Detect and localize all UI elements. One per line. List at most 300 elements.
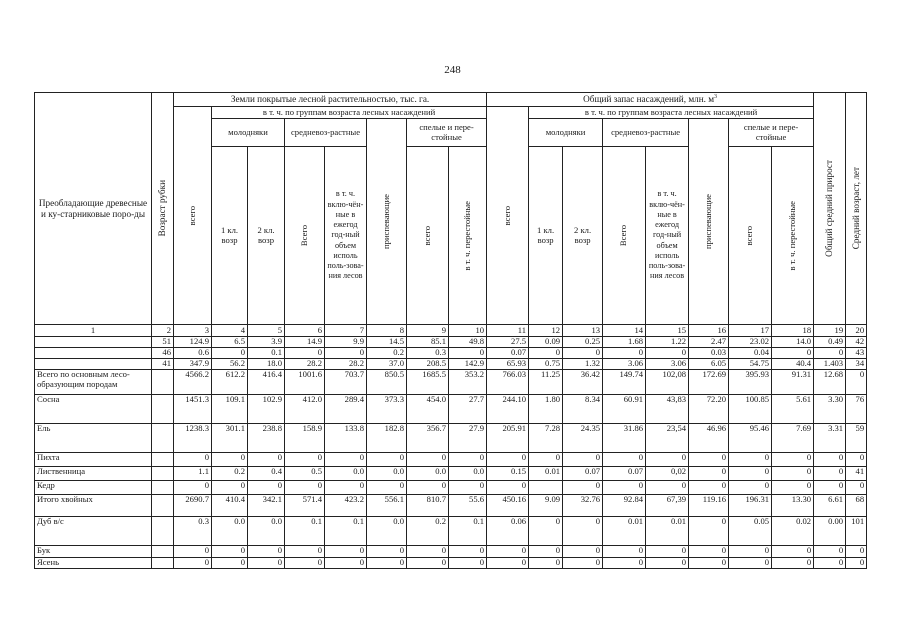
value-cell: 0 xyxy=(814,546,846,558)
value-cell: 3.06 xyxy=(646,359,689,370)
value-cell: 23.02 xyxy=(729,337,772,348)
value-cell: 0.05 xyxy=(729,517,772,546)
value-cell: 0 xyxy=(689,546,729,558)
species-name: Итого хвойных xyxy=(35,495,152,517)
value-cell: 14.0 xyxy=(772,337,814,348)
value-cell: 55.6 xyxy=(449,495,487,517)
table-row xyxy=(35,517,867,546)
value-cell: 28.2 xyxy=(285,359,325,370)
value-cell: 412.0 xyxy=(285,395,325,424)
value-cell: 850.5 xyxy=(367,370,407,395)
value-cell: 0 xyxy=(689,453,729,467)
header-area-class1: 1 кл. возр xyxy=(212,147,248,325)
cut-age-cell: 41 xyxy=(152,359,174,370)
value-cell: 158.9 xyxy=(285,424,325,453)
value-cell: 0 xyxy=(814,348,846,359)
value-cell: 0 xyxy=(174,453,212,467)
value-cell: 0 xyxy=(407,546,449,558)
column-number: 15 xyxy=(646,325,689,337)
value-cell: 0 xyxy=(772,348,814,359)
value-cell: 37.0 xyxy=(367,359,407,370)
value-cell: 6.61 xyxy=(814,495,846,517)
value-cell: 810.7 xyxy=(407,495,449,517)
header-area-middle: средневоз-растные xyxy=(285,119,367,147)
value-cell: 27.5 xyxy=(487,337,529,348)
value-cell: 76 xyxy=(846,395,867,424)
value-cell: 1685.5 xyxy=(407,370,449,395)
value-cell: 0.04 xyxy=(729,348,772,359)
value-cell: 0 xyxy=(814,467,846,481)
table-row xyxy=(35,348,867,359)
header-area-overmature: в т. ч. перестойные xyxy=(449,147,487,325)
column-number: 18 xyxy=(772,325,814,337)
value-cell: 0 xyxy=(603,558,646,569)
value-cell: 60.91 xyxy=(603,395,646,424)
value-cell: 0 xyxy=(689,517,729,546)
value-cell: 102.9 xyxy=(248,395,285,424)
value-cell: 0 xyxy=(529,348,563,359)
value-cell: 0 xyxy=(212,453,248,467)
value-cell: 0.01 xyxy=(603,517,646,546)
value-cell: 0.00 xyxy=(814,517,846,546)
value-cell: 0 xyxy=(325,558,367,569)
value-cell: 0 xyxy=(772,481,814,495)
column-number: 6 xyxy=(285,325,325,337)
value-cell: 6.5 xyxy=(212,337,248,348)
value-cell: 0 xyxy=(212,348,248,359)
header-area-premature: приспевающие xyxy=(367,119,407,325)
value-cell: 0.1 xyxy=(325,517,367,546)
column-number: 14 xyxy=(603,325,646,337)
column-number-row xyxy=(35,325,867,337)
species-name: Дуб в/с xyxy=(35,517,152,546)
value-cell: 0 xyxy=(449,481,487,495)
value-cell: 0.25 xyxy=(563,337,603,348)
value-cell: 0,02 xyxy=(646,467,689,481)
species-name: Лиственница xyxy=(35,467,152,481)
value-cell: 1.22 xyxy=(646,337,689,348)
value-cell: 0 xyxy=(367,546,407,558)
value-cell: 36.42 xyxy=(563,370,603,395)
value-cell: 423.2 xyxy=(325,495,367,517)
value-cell: 208.5 xyxy=(407,359,449,370)
value-cell: 102,08 xyxy=(646,370,689,395)
value-cell: 416.4 xyxy=(248,370,285,395)
value-cell: 1.32 xyxy=(563,359,603,370)
value-cell: 0 xyxy=(367,558,407,569)
table-row xyxy=(35,558,867,569)
value-cell: 0.2 xyxy=(212,467,248,481)
value-cell: 0 xyxy=(367,481,407,495)
value-cell: 0.2 xyxy=(407,517,449,546)
value-cell: 0.0 xyxy=(367,467,407,481)
column-number: 10 xyxy=(449,325,487,337)
value-cell: 1.80 xyxy=(529,395,563,424)
page-number: 248 xyxy=(444,64,461,76)
value-cell: 92.84 xyxy=(603,495,646,517)
value-cell: 0 xyxy=(285,546,325,558)
value-cell: 0 xyxy=(603,546,646,558)
value-cell: 0 xyxy=(325,546,367,558)
value-cell: 0.0 xyxy=(367,517,407,546)
value-cell: 0.3 xyxy=(407,348,449,359)
value-cell: 85.1 xyxy=(407,337,449,348)
value-cell: 0 xyxy=(646,453,689,467)
value-cell: 1.68 xyxy=(603,337,646,348)
value-cell: 1001.6 xyxy=(285,370,325,395)
species-name: Сосна xyxy=(35,395,152,424)
value-cell: 100.85 xyxy=(729,395,772,424)
value-cell: 5.61 xyxy=(772,395,814,424)
table-row xyxy=(35,370,867,395)
value-cell: 0 xyxy=(407,481,449,495)
header-stock-middle: средневоз-растные xyxy=(603,119,689,147)
value-cell: 0 xyxy=(603,348,646,359)
value-cell: 0 xyxy=(212,481,248,495)
value-cell: 7.28 xyxy=(529,424,563,453)
value-cell: 289.4 xyxy=(325,395,367,424)
value-cell: 14.5 xyxy=(367,337,407,348)
header-stock-middle-total: Всего xyxy=(603,147,646,325)
value-cell: 101 xyxy=(846,517,867,546)
value-cell: 0 xyxy=(563,481,603,495)
value-cell xyxy=(529,481,563,495)
value-cell: 0 xyxy=(174,558,212,569)
value-cell: 0 xyxy=(325,453,367,467)
value-cell: 353.2 xyxy=(449,370,487,395)
value-cell: 31.86 xyxy=(603,424,646,453)
value-cell: 3.06 xyxy=(603,359,646,370)
value-cell: 0 xyxy=(846,546,867,558)
value-cell: 0 xyxy=(248,453,285,467)
header-area-group: Земли покрытые лесной растительностью, тыс. га. xyxy=(174,93,487,107)
value-cell: 91.31 xyxy=(772,370,814,395)
header-stock-class2: 2 кл. возр xyxy=(563,147,603,325)
header-stock-premature: приспевающие xyxy=(689,119,729,325)
value-cell: 67,39 xyxy=(646,495,689,517)
column-number: 4 xyxy=(212,325,248,337)
value-cell: 27.9 xyxy=(449,424,487,453)
value-cell: 454.0 xyxy=(407,395,449,424)
header-stock-total: всего xyxy=(487,107,529,325)
species-name: Бук xyxy=(35,546,152,558)
value-cell: 41 xyxy=(846,467,867,481)
cut-age-cell xyxy=(152,517,174,546)
column-number: 11 xyxy=(487,325,529,337)
header-area-middle-total: Всего xyxy=(285,147,325,325)
species-name xyxy=(35,337,152,348)
value-cell: 2.47 xyxy=(689,337,729,348)
value-cell: 0 xyxy=(689,467,729,481)
value-cell: 0 xyxy=(174,546,212,558)
value-cell: 0 xyxy=(814,453,846,467)
value-cell: 244.10 xyxy=(487,395,529,424)
value-cell: 0 xyxy=(449,348,487,359)
value-cell: 342.1 xyxy=(248,495,285,517)
value-cell: 0.4 xyxy=(248,467,285,481)
table-row xyxy=(35,395,867,424)
value-cell: 0 xyxy=(529,558,563,569)
value-cell: 0 xyxy=(407,558,449,569)
value-cell: 0 xyxy=(407,453,449,467)
column-number: 19 xyxy=(814,325,846,337)
value-cell: 0 xyxy=(729,481,772,495)
value-cell: 0 xyxy=(449,546,487,558)
value-cell: 72.20 xyxy=(689,395,729,424)
table-row xyxy=(35,495,867,517)
value-cell: 65.93 xyxy=(487,359,529,370)
value-cell: 8.34 xyxy=(563,395,603,424)
column-number: 5 xyxy=(248,325,285,337)
value-cell: 571.4 xyxy=(285,495,325,517)
value-cell: 0 xyxy=(325,348,367,359)
value-cell: 0 xyxy=(487,558,529,569)
value-cell: 0 xyxy=(814,558,846,569)
header-stock-by-age: в т. ч. по группам возраста лесных насаждений xyxy=(529,107,814,119)
value-cell: 59 xyxy=(846,424,867,453)
value-cell: 34 xyxy=(846,359,867,370)
header-stock-overmature: в т. ч. перестойные xyxy=(772,147,814,325)
value-cell: 11.25 xyxy=(529,370,563,395)
value-cell: 0 xyxy=(248,558,285,569)
value-cell: 12.68 xyxy=(814,370,846,395)
value-cell: 0 xyxy=(846,370,867,395)
value-cell: 3.9 xyxy=(248,337,285,348)
value-cell: 0.01 xyxy=(646,517,689,546)
value-cell: 42 xyxy=(846,337,867,348)
value-cell: 0 xyxy=(325,481,367,495)
value-cell: 0 xyxy=(285,481,325,495)
column-number: 12 xyxy=(529,325,563,337)
value-cell: 182.8 xyxy=(367,424,407,453)
header-area-total: всего xyxy=(174,107,212,325)
value-cell: 56.2 xyxy=(212,359,248,370)
cut-age-cell: 46 xyxy=(152,348,174,359)
value-cell: 0 xyxy=(603,453,646,467)
value-cell: 24.35 xyxy=(563,424,603,453)
value-cell: 0 xyxy=(285,348,325,359)
value-cell: 40.4 xyxy=(772,359,814,370)
value-cell: 356.7 xyxy=(407,424,449,453)
value-cell: 1451.3 xyxy=(174,395,212,424)
value-cell: 6.05 xyxy=(689,359,729,370)
value-cell: 0 xyxy=(846,453,867,467)
value-cell: 0 xyxy=(449,453,487,467)
value-cell: 0 xyxy=(646,546,689,558)
species-name: Всего по основным лесо-образующим породам xyxy=(35,370,152,395)
header-stock-mature-total: всего xyxy=(729,147,772,325)
value-cell: 95.46 xyxy=(729,424,772,453)
table-row xyxy=(35,424,867,453)
value-cell: 0 xyxy=(449,558,487,569)
value-cell: 0.01 xyxy=(529,467,563,481)
value-cell: 0.3 xyxy=(174,517,212,546)
forest-stock-table xyxy=(34,92,867,569)
value-cell: 556.1 xyxy=(367,495,407,517)
table-row xyxy=(35,337,867,348)
value-cell: 0 xyxy=(285,453,325,467)
value-cell: 0 xyxy=(563,348,603,359)
table-row xyxy=(35,481,867,495)
species-name xyxy=(35,359,152,370)
value-cell: 238.8 xyxy=(248,424,285,453)
header-stock-group: Общий запас насаждений, млн. $м^3$ xyxy=(487,93,814,107)
cut-age-cell xyxy=(152,495,174,517)
value-cell: 373.3 xyxy=(367,395,407,424)
value-cell: 13.30 xyxy=(772,495,814,517)
value-cell: 0.03 xyxy=(689,348,729,359)
species-name: Пихта xyxy=(35,453,152,467)
value-cell: 0 xyxy=(729,546,772,558)
value-cell: 133.8 xyxy=(325,424,367,453)
value-cell: 0.0 xyxy=(212,517,248,546)
value-cell: 612.2 xyxy=(212,370,248,395)
value-cell: 0 xyxy=(689,481,729,495)
value-cell: 172.69 xyxy=(689,370,729,395)
value-cell: 0 xyxy=(529,546,563,558)
column-number: 2 xyxy=(152,325,174,337)
header-stock-mature: спелые и пере-стойные xyxy=(729,119,814,147)
value-cell: 301.1 xyxy=(212,424,248,453)
value-cell: 1238.3 xyxy=(174,424,212,453)
value-cell: 124.9 xyxy=(174,337,212,348)
value-cell: 0 xyxy=(212,558,248,569)
value-cell: 9.09 xyxy=(529,495,563,517)
value-cell: 0 xyxy=(529,453,563,467)
header-area-mature-total: всего xyxy=(407,147,449,325)
value-cell: 0.0 xyxy=(325,467,367,481)
value-cell: 0 xyxy=(814,481,846,495)
value-cell: 4566.2 xyxy=(174,370,212,395)
cut-age-cell xyxy=(152,395,174,424)
value-cell: 1.1 xyxy=(174,467,212,481)
header-species: Преобладающие древесные и ку-старниковые поро-ды xyxy=(35,93,152,325)
value-cell: 0.1 xyxy=(449,517,487,546)
value-cell: 54.75 xyxy=(729,359,772,370)
cut-age-cell xyxy=(152,424,174,453)
value-cell: 0.1 xyxy=(285,517,325,546)
value-cell: 14.9 xyxy=(285,337,325,348)
value-cell: 0.02 xyxy=(772,517,814,546)
value-cell: 0.15 xyxy=(487,467,529,481)
value-cell: 0 xyxy=(646,348,689,359)
value-cell: 43 xyxy=(846,348,867,359)
value-cell: 0.6 xyxy=(174,348,212,359)
value-cell: 0 xyxy=(487,481,529,495)
table-row xyxy=(35,546,867,558)
column-number: 9 xyxy=(407,325,449,337)
value-cell: 3.30 xyxy=(814,395,846,424)
value-cell: 0 xyxy=(248,546,285,558)
value-cell: 395.93 xyxy=(729,370,772,395)
column-number: 13 xyxy=(563,325,603,337)
value-cell: 0.5 xyxy=(285,467,325,481)
column-number: 17 xyxy=(729,325,772,337)
value-cell: 32.76 xyxy=(563,495,603,517)
value-cell: 0 xyxy=(729,467,772,481)
column-number: 16 xyxy=(689,325,729,337)
value-cell: 0 xyxy=(248,481,285,495)
value-cell: 410.4 xyxy=(212,495,248,517)
value-cell: 0.07 xyxy=(487,348,529,359)
header-area-mature: спелые и пере-стойные xyxy=(407,119,487,147)
column-number: 1 xyxy=(35,325,152,337)
cut-age-cell xyxy=(152,558,174,569)
value-cell: 0 xyxy=(772,467,814,481)
value-cell: 0 xyxy=(563,517,603,546)
cut-age-cell xyxy=(152,453,174,467)
value-cell: 0 xyxy=(772,558,814,569)
value-cell: 0.0 xyxy=(449,467,487,481)
value-cell: 0.06 xyxy=(487,517,529,546)
header-area-by-age: в т. ч. по группам возраста лесных насаждений xyxy=(212,107,487,119)
table-row xyxy=(35,359,867,370)
value-cell: 43,83 xyxy=(646,395,689,424)
value-cell: 0 xyxy=(772,546,814,558)
species-name: Ель xyxy=(35,424,152,453)
header-stock-middle-incl: в т. ч. вклю-чён-ные в ежегод год-ный объем исполь поль-зова-ния лесов xyxy=(646,147,689,325)
value-cell: 27.7 xyxy=(449,395,487,424)
column-number: 20 xyxy=(846,325,867,337)
cut-age-cell xyxy=(152,370,174,395)
cut-age-cell xyxy=(152,481,174,495)
species-name: Кедр xyxy=(35,481,152,495)
value-cell: 0 xyxy=(563,453,603,467)
species-name: Ясень xyxy=(35,558,152,569)
value-cell: 0.0 xyxy=(407,467,449,481)
column-number: 3 xyxy=(174,325,212,337)
value-cell: 0 xyxy=(603,481,646,495)
header-avg-age: Средний возраст, лет xyxy=(846,93,867,325)
value-cell: 0.09 xyxy=(529,337,563,348)
value-cell: 0.07 xyxy=(603,467,646,481)
header-stock-young: молодняки xyxy=(529,119,603,147)
value-cell: 205.91 xyxy=(487,424,529,453)
cut-age-cell: 51 xyxy=(152,337,174,348)
value-cell: 0.75 xyxy=(529,359,563,370)
value-cell: 347.9 xyxy=(174,359,212,370)
value-cell: 0 xyxy=(846,558,867,569)
cut-age-cell xyxy=(152,467,174,481)
header-area-young: молодняки xyxy=(212,119,285,147)
header-area-middle-incl: в т. ч. вклю-чён-ные в ежегод год-ный объем исполь поль-зова-ния лесов xyxy=(325,147,367,325)
value-cell: 3.31 xyxy=(814,424,846,453)
value-cell: 0 xyxy=(174,481,212,495)
header-stock-class1: 1 кл. возр xyxy=(529,147,563,325)
header-area-class2: 2 кл. возр xyxy=(248,147,285,325)
value-cell: 9.9 xyxy=(325,337,367,348)
value-cell: 196.31 xyxy=(729,495,772,517)
value-cell: 0 xyxy=(212,546,248,558)
value-cell: 0 xyxy=(285,558,325,569)
value-cell: 0 xyxy=(772,453,814,467)
value-cell: 0.07 xyxy=(563,467,603,481)
value-cell: 0 xyxy=(729,558,772,569)
value-cell: 703.7 xyxy=(325,370,367,395)
value-cell: 0.1 xyxy=(248,348,285,359)
value-cell: 766.03 xyxy=(487,370,529,395)
cut-age-cell xyxy=(152,546,174,558)
value-cell: 0 xyxy=(846,481,867,495)
value-cell: 0.0 xyxy=(248,517,285,546)
header-avg-growth: Общий средний прирост xyxy=(814,93,846,325)
value-cell: 0 xyxy=(529,517,563,546)
value-cell: 23,54 xyxy=(646,424,689,453)
value-cell: 0 xyxy=(563,546,603,558)
value-cell: 68 xyxy=(846,495,867,517)
value-cell: 142.9 xyxy=(449,359,487,370)
value-cell: 0 xyxy=(729,453,772,467)
